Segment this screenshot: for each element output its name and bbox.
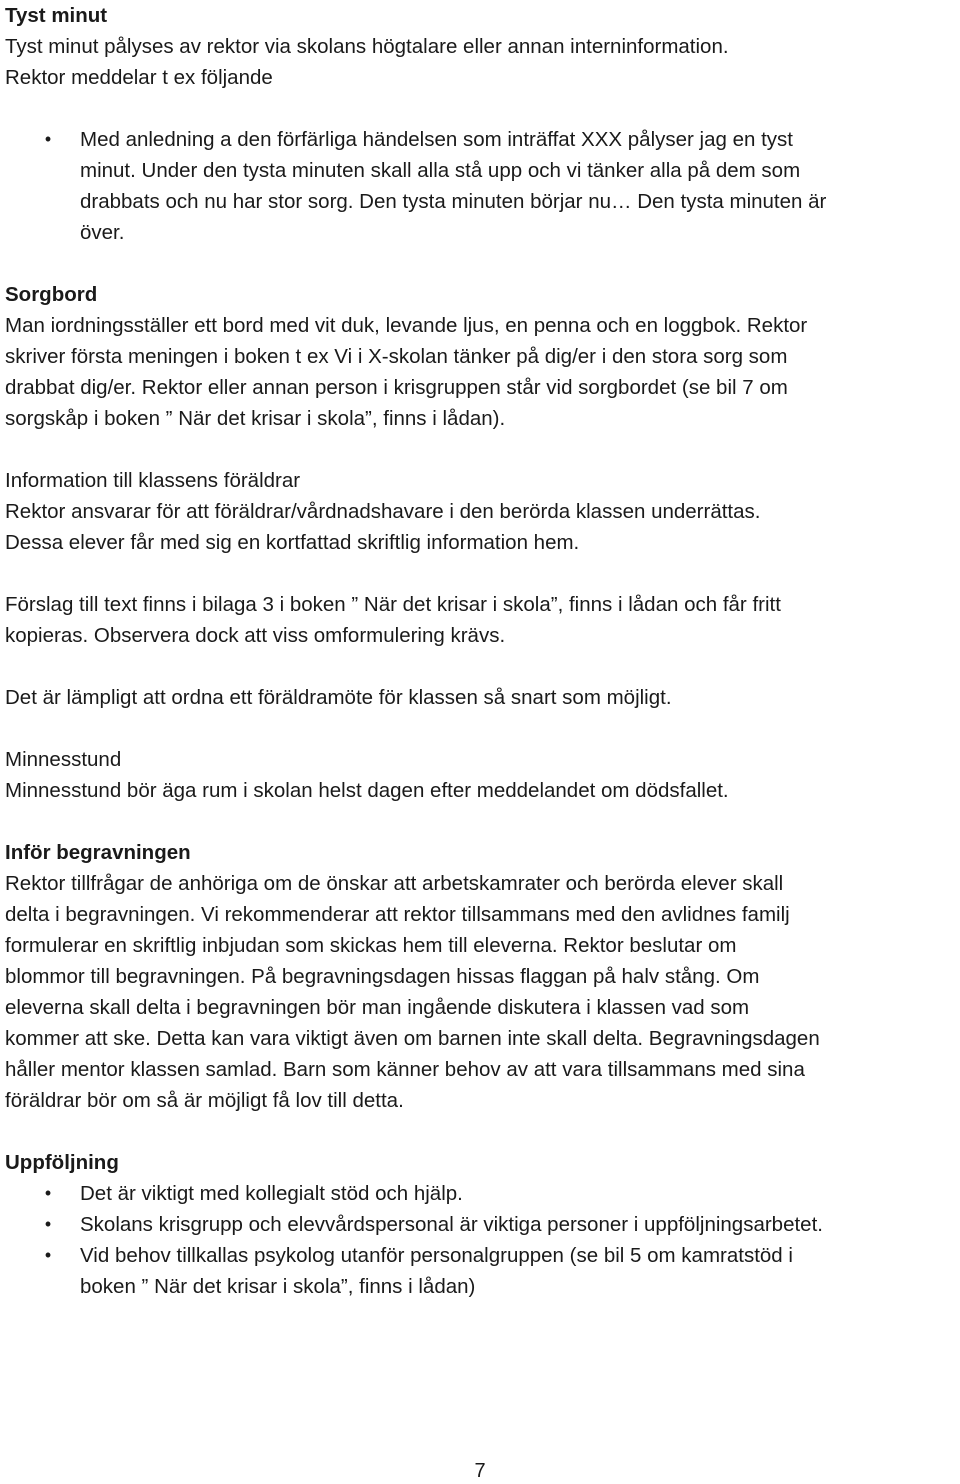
bullet-icon: • <box>44 1214 52 1234</box>
heading-tyst-minut: Tyst minut <box>5 4 108 27</box>
paragraph-line: sorgskåp i boken ” När det krisar i skola”, finns i lådan). <box>5 407 506 430</box>
bullet-item <box>5 1240 955 1271</box>
heading-sorgbord: Sorgbord <box>5 283 98 306</box>
bullet-icon: • <box>44 1245 52 1265</box>
bullet-text: över. <box>80 221 125 244</box>
bullet-text: Skolans krisgrupp och elevvårdspersonal är viktiga personer i uppföljningsarbetet. <box>80 1213 823 1236</box>
spacer <box>5 713 955 744</box>
heading-begravning: Inför begravningen <box>5 841 191 864</box>
bullet-continuation <box>5 186 955 217</box>
bullet-continuation <box>5 155 955 186</box>
bullet-text: Vid behov tillkallas psykolog utanför personalgruppen (se bil 5 om kamratstöd i <box>80 1244 793 1267</box>
bullet-text: Med anledning a den förfärliga händelsen som inträffat XXX pålyser jag en tyst <box>80 128 793 151</box>
bullet-item <box>5 124 955 155</box>
spacer <box>5 1116 955 1147</box>
paragraph-line: Rektor meddelar t ex följande <box>5 66 273 89</box>
paragraph-line: håller mentor klassen samlad. Barn som känner behov av att vara tillsammans med sina <box>5 1058 805 1081</box>
paragraph-line: Rektor ansvarar för att föräldrar/vårdnadshavare i den berörda klassen underrättas. <box>5 500 761 523</box>
bullet-text: Det är viktigt med kollegialt stöd och hjälp. <box>80 1182 463 1205</box>
spacer <box>5 248 955 279</box>
page-number: 7 <box>474 1460 486 1482</box>
paragraph-line: Tyst minut pålyses av rektor via skolans högtalare eller annan interninformation. <box>5 35 729 58</box>
spacer <box>5 93 955 124</box>
paragraph-line: Man iordningsställer ett bord med vit duk, levande ljus, en penna och en loggbok. Rektor <box>5 314 808 337</box>
paragraph-line: Förslag till text finns i bilaga 3 i boken ” När det krisar i skola”, finns i lådan och får fritt <box>5 593 781 616</box>
heading-uppfoljning: Uppföljning <box>5 1151 119 1174</box>
bullet-item <box>5 1209 955 1240</box>
bullet-text: drabbats och nu har stor sorg. Den tysta minuten börjar nu… Den tysta minuten är <box>80 190 827 213</box>
bullet-item <box>5 1178 955 1209</box>
spacer <box>5 806 955 837</box>
paragraph-line: Det är lämpligt att ordna ett föräldramöte för klassen så snart som möjligt. <box>5 686 672 709</box>
paragraph-line: eleverna skall delta i begravningen bör man ingående diskutera i klassen vad som <box>5 996 750 1019</box>
bullet-icon: • <box>44 129 52 149</box>
bullet-continuation <box>5 1271 955 1302</box>
spacer <box>5 651 955 682</box>
paragraph-line: Dessa elever får med sig en kortfattad skriftlig information hem. <box>5 531 580 554</box>
paragraph-line: kommer att ske. Detta kan vara viktigt även om barnen inte skall delta. Begravningsdagen <box>5 1027 820 1050</box>
spacer <box>5 434 955 465</box>
paragraph-line: skriver första meningen i boken t ex Vi i X-skolan tänker på dig/er i den stora sorg som <box>5 345 788 368</box>
paragraph-line: Minnesstund bör äga rum i skolan helst dagen efter meddelandet om dödsfallet. <box>5 779 729 802</box>
bullet-text: boken ” När det krisar i skola”, finns i lådan) <box>80 1275 476 1298</box>
paragraph-line: blommor till begravningen. På begravningsdagen hissas flaggan på halv stång. Om <box>5 965 760 988</box>
paragraph-line: föräldrar bör om så är möjligt få lov till detta. <box>5 1089 404 1112</box>
paragraph-line: drabbat dig/er. Rektor eller annan person i krisgruppen står vid sorgbordet (se bil 7 om <box>5 376 788 399</box>
paragraph-line: kopieras. Observera dock att viss omformulering krävs. <box>5 624 506 647</box>
heading-minnesstund: Minnesstund <box>5 748 122 771</box>
document-page <box>5 0 955 1302</box>
bullet-continuation <box>5 217 955 248</box>
paragraph-line: Rektor tillfrågar de anhöriga om de önskar att arbetskamrater och berörda elever skall <box>5 872 784 895</box>
bullet-text: minut. Under den tysta minuten skall alla stå upp och vi tänker alla på dem som <box>80 159 801 182</box>
heading-information: Information till klassens föräldrar <box>5 469 301 492</box>
paragraph-line: delta i begravningen. Vi rekommenderar att rektor tillsammans med den avlidnes familj <box>5 903 790 926</box>
paragraph-line: formulerar en skriftlig inbjudan som skickas hem till eleverna. Rektor beslutar om <box>5 934 737 957</box>
bullet-icon: • <box>44 1183 52 1203</box>
spacer <box>5 558 955 589</box>
